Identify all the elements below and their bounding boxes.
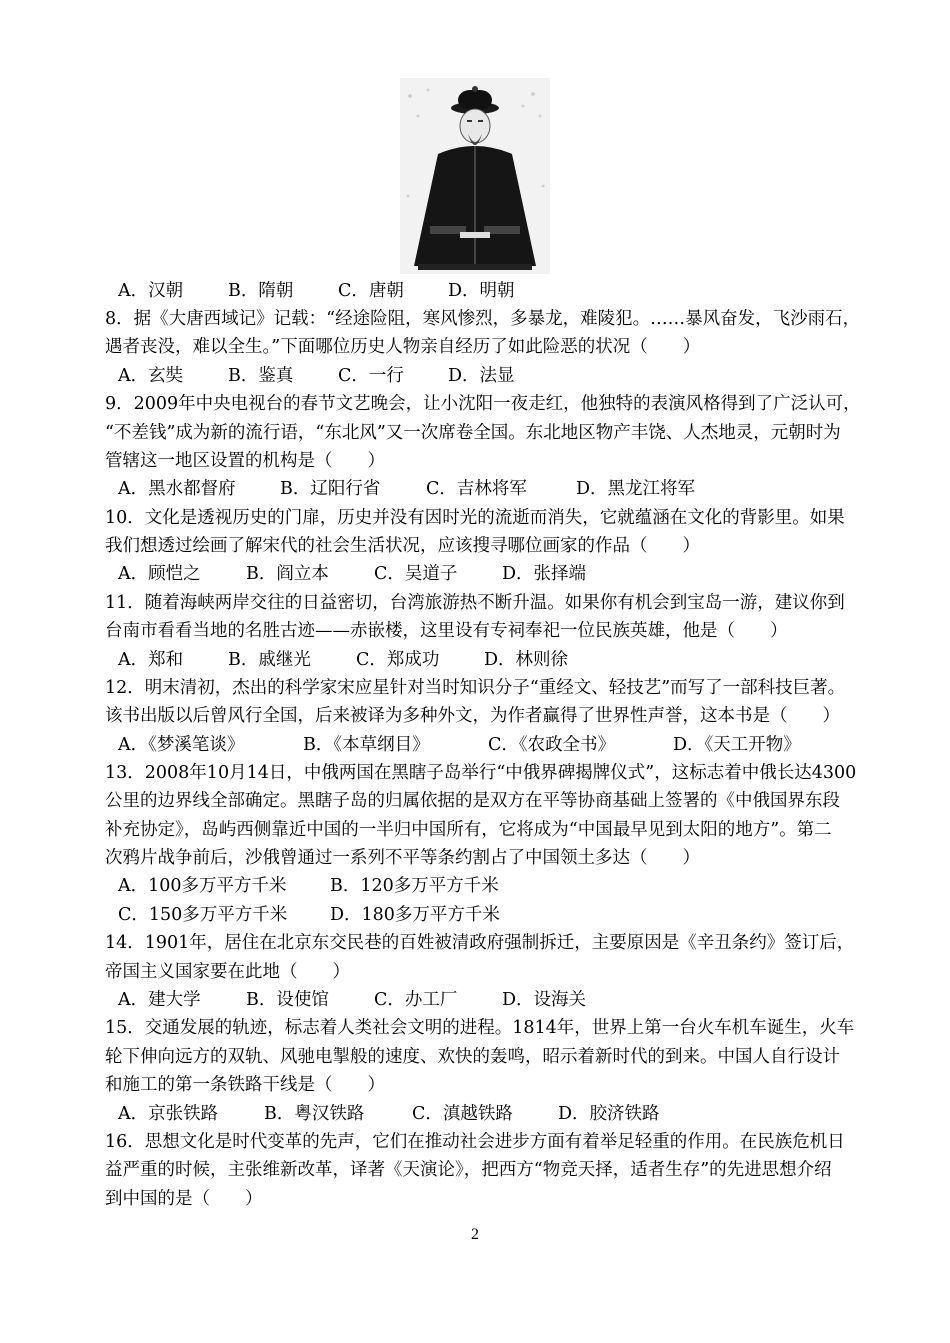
q10-line-1: 10．文化是透视历史的门扉，历史并没有因时光的流逝而消失，它就蕴涵在文化的背影里。如果: [105, 508, 845, 528]
q13-line-4: 次鸦片战争前后，沙俄曾通过一系列不平等条约割占了中国领土多达（ ）: [105, 848, 700, 868]
q16-line-2: 益严重的时候，主张维新改革，译著《天演论》，把西方“物竞天择，适者生存”的先进思想介绍: [105, 1160, 832, 1180]
q10-option-a[interactable]: A．顾恺之: [118, 564, 201, 584]
q9-option-b[interactable]: B．辽阳行省: [280, 479, 381, 499]
q13-options-row-2: [118, 903, 500, 927]
q7-option-b[interactable]: B．隋朝: [228, 281, 294, 301]
q14-option-c[interactable]: C．办工厂: [374, 990, 458, 1010]
q9-option-c[interactable]: C．吉林将军: [426, 479, 527, 499]
q13-line-3: 补充协定》，岛屿西侧靠近中国的一半归中国所有，它将成为“中国最早见到太阳的地方”。第二: [105, 820, 832, 840]
q10-option-b[interactable]: B．阎立本: [246, 564, 329, 584]
q12-line-1: 12．明末清初，杰出的科学家宋应星针对当时知识分子“重经文、轻技艺”而写了一部科技巨著。: [105, 678, 846, 698]
q8-option-b[interactable]: B．鉴真: [228, 366, 294, 386]
q15-line-3: 和施工的第一条铁路干线是（ ）: [105, 1075, 385, 1095]
q11-line-1: 11．随着海峡两岸交往的日益密切，台湾旅游热不断升温。如果你有机会到宝岛一游，建议你到: [105, 593, 845, 613]
q15-option-b[interactable]: B．粤汉铁路: [264, 1104, 365, 1124]
q8-option-a[interactable]: A．玄奘: [118, 366, 184, 386]
q8-options: [118, 364, 515, 388]
q13-line-1: 13．2008年10月14日，中俄两国在黑瞎子岛举行“中俄界碑揭牌仪式”，这标志着中俄长达4300: [105, 763, 857, 783]
q13-options-row-1: [118, 874, 499, 898]
q15-option-c[interactable]: C．滇越铁路: [412, 1104, 513, 1124]
q12-option-c[interactable]: C．《农政全书》: [488, 735, 616, 755]
q10-line-2: 我们想透过绘画了解宋代的社会生活状况，应该搜寻哪位画家的作品（ ）: [105, 536, 700, 556]
q7-option-c[interactable]: C．唐朝: [338, 281, 404, 301]
q13-option-d[interactable]: D．180多万平方千米: [330, 905, 500, 925]
q12-option-a[interactable]: A．《梦溪笔谈》: [118, 735, 245, 755]
q15-options: [118, 1102, 660, 1126]
q9-line-1: 9．2009年中央电视台的春节文艺晚会，让小沈阳一夜走红，他独特的表演风格得到了广泛认可，: [105, 394, 861, 414]
q12-line-2: 该书出版以后曾风行全国，后来被译为多种外文，为作者赢得了世界性声誉，这本书是（ ）: [105, 706, 840, 726]
q8-option-c[interactable]: C．一行: [338, 366, 404, 386]
q9-line-3: 管辖这一地区设置的机构是（ ）: [105, 451, 385, 471]
q15-option-d[interactable]: D．胶济铁路: [558, 1104, 660, 1124]
q8-line-1: 8．据《大唐西域记》记载：“经途险阻，寒风惨烈，多暴龙，难陵犯。……暴风奋发，飞沙雨石，: [105, 309, 861, 329]
q14-option-a[interactable]: A．建大学: [118, 990, 201, 1010]
q13-option-a[interactable]: A．100多万平方千米: [118, 876, 287, 896]
q12-option-d[interactable]: D．《天工开物》: [673, 735, 801, 755]
q16-line-3: 到中国的是（ ）: [105, 1189, 263, 1209]
q12-option-b[interactable]: B．《本草纲目》: [303, 735, 430, 755]
q8-option-d[interactable]: D．法显: [448, 366, 515, 386]
q13-line-2: 公里的边界线全部确定。黑瞎子岛的归属依据的是双方在平等协商基础上签署的《中俄国界东段: [105, 791, 840, 811]
q15-line-1: 15．交通发展的轨迹，标志着人类社会文明的进程。1814年，世界上第一台火车机车诞生，火车: [105, 1018, 855, 1038]
portrait-image: [398, 76, 552, 276]
q10-option-c[interactable]: C．吴道子: [374, 564, 458, 584]
q14-option-b[interactable]: B．设使馆: [246, 990, 329, 1010]
q7-option-a[interactable]: A．汉朝: [118, 281, 184, 301]
q11-option-b[interactable]: B．戚继光: [228, 650, 311, 670]
q14-options: [118, 988, 586, 1012]
q12-options: [118, 733, 801, 757]
q7-option-d[interactable]: D．明朝: [448, 281, 515, 301]
q9-option-d[interactable]: D．黑龙江将军: [576, 479, 696, 499]
q14-line-1: 14．1901年，居住在北京东交民巷的百姓被清政府强制拆迁，主要原因是《辛丑条约》签订后，: [105, 933, 855, 953]
q11-line-2: 台南市看看当地的名胜古迹——赤嵌楼，这里设有专祠奉祀一位民族英雄，他是（ ）: [105, 621, 788, 641]
q14-line-2: 帝国主义国家要在此地（ ）: [105, 962, 350, 982]
q10-options: [118, 562, 586, 586]
q9-line-2: “不差钱”成为新的流行语，“东北风”又一次席卷全国。东北地区物产丰饶、人杰地灵，元朝时为: [105, 423, 841, 443]
q13-option-c[interactable]: C．150多万平方千米: [118, 905, 288, 925]
q7-options: [118, 279, 515, 303]
q11-option-a[interactable]: A．郑和: [118, 650, 184, 670]
q16-line-1: 16．思想文化是时代变革的先声，它们在推动社会进步方面有着举足轻重的作用。在民族危机日: [105, 1132, 845, 1152]
page-number: 2: [471, 1226, 479, 1243]
q11-option-c[interactable]: C．郑成功: [356, 650, 440, 670]
q10-option-d[interactable]: D．张择端: [502, 564, 587, 584]
q14-option-d[interactable]: D．设海关: [502, 990, 587, 1010]
q13-option-b[interactable]: B．120多万平方千米: [330, 876, 499, 896]
q15-option-a[interactable]: A．京张铁路: [118, 1104, 219, 1124]
q11-options: [118, 648, 568, 672]
q11-option-d[interactable]: D．林则徐: [484, 650, 569, 670]
q9-options: [118, 477, 695, 501]
q8-line-2: 遇者丧没，难以全生。”下面哪位历史人物亲自经历了如此险恶的状况（ ）: [105, 337, 701, 357]
q15-line-2: 轮下伸向远方的双轨、风驰电掣般的速度、欢快的轰鸣，昭示着新时代的到来。中国人自行设计: [105, 1047, 840, 1067]
q9-option-a[interactable]: A．黑水都督府: [118, 479, 236, 499]
